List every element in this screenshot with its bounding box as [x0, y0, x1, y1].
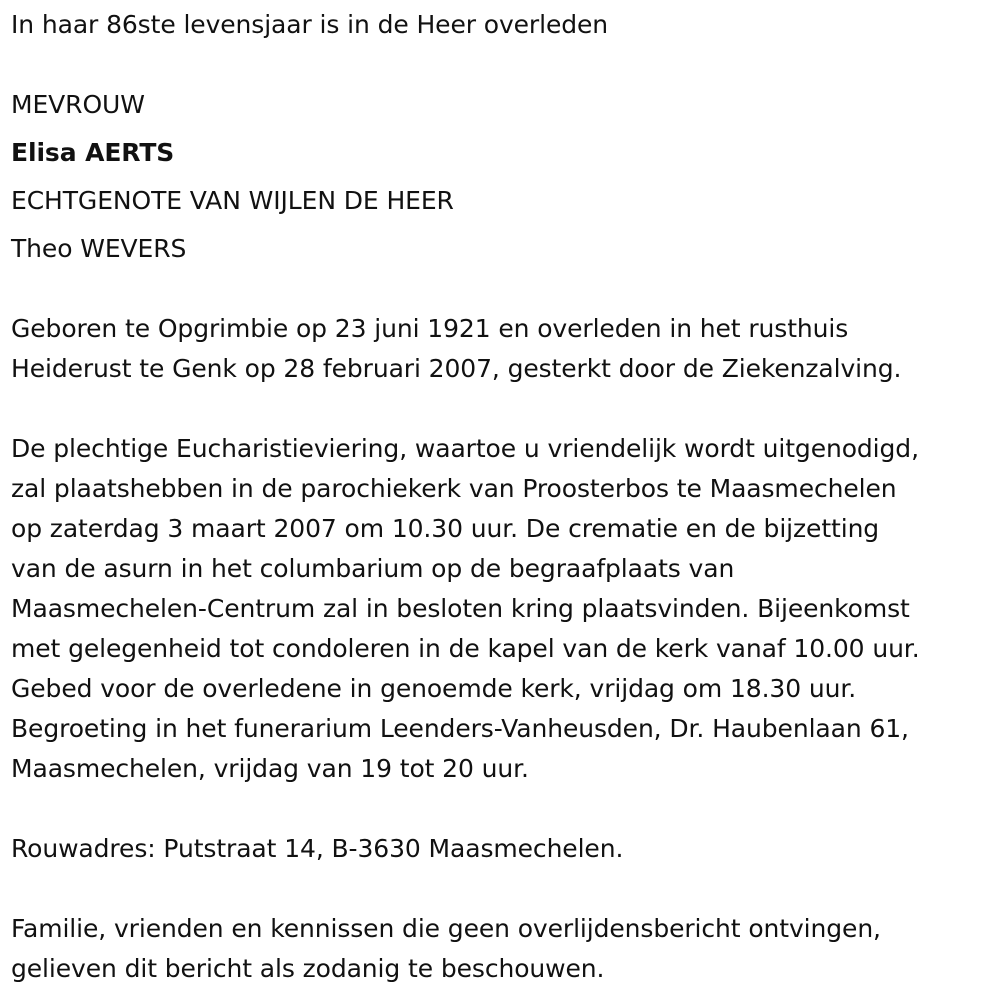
paragraph-line: Maasmechelen, vrijdag van 19 tot 20 uur. — [11, 754, 529, 783]
paragraph-line: Begroeting in het funerarium Leenders-Vanheusden, Dr. Haubenlaan 61, — [11, 714, 909, 743]
paragraph-line: Familie, vrienden en kennissen die geen overlijdensbericht ontvingen, — [11, 914, 881, 943]
title-line: MEVROUW — [11, 90, 145, 119]
paragraph-line: van de asurn in het columbarium op de begraafplaats van — [11, 554, 735, 583]
ceremony-paragraph — [11, 429, 920, 789]
closing-paragraph — [11, 909, 881, 989]
intro-line: In haar 86ste levensjaar is in de Heer overleden — [11, 10, 609, 39]
birth-paragraph — [11, 309, 901, 389]
mourning-address: Rouwadres: Putstraat 14, B-3630 Maasmechelen. — [11, 834, 624, 863]
paragraph-line: Geboren te Opgrimbie op 23 juni 1921 en overleden in het rusthuis — [11, 314, 849, 343]
paragraph-line: Heiderust te Genk op 28 februari 2007, gesterkt door de Ziekenzalving. — [11, 354, 902, 383]
spouse-name: Theo WEVERS — [11, 234, 187, 263]
deceased-name: Elisa AERTS — [11, 138, 175, 167]
paragraph-line: De plechtige Eucharistieviering, waartoe u vriendelijk wordt uitgenodigd, — [11, 434, 919, 463]
paragraph-line: Gebed voor de overledene in genoemde kerk, vrijdag om 18.30 uur. — [11, 674, 857, 703]
paragraph-line: gelieven dit bericht als zodanig te beschouwen. — [11, 954, 605, 983]
paragraph-line: met gelegenheid tot condoleren in de kapel van de kerk vanaf 10.00 uur. — [11, 634, 920, 663]
paragraph-line: zal plaatshebben in de parochiekerk van Proosterbos te Maasmechelen — [11, 474, 897, 503]
spouse-label: ECHTGENOTE VAN WIJLEN DE HEER — [11, 186, 454, 215]
paragraph-line: Maasmechelen-Centrum zal in besloten kring plaatsvinden. Bijeenkomst — [11, 594, 910, 623]
paragraph-line: op zaterdag 3 maart 2007 om 10.30 uur. De crematie en de bijzetting — [11, 514, 880, 543]
